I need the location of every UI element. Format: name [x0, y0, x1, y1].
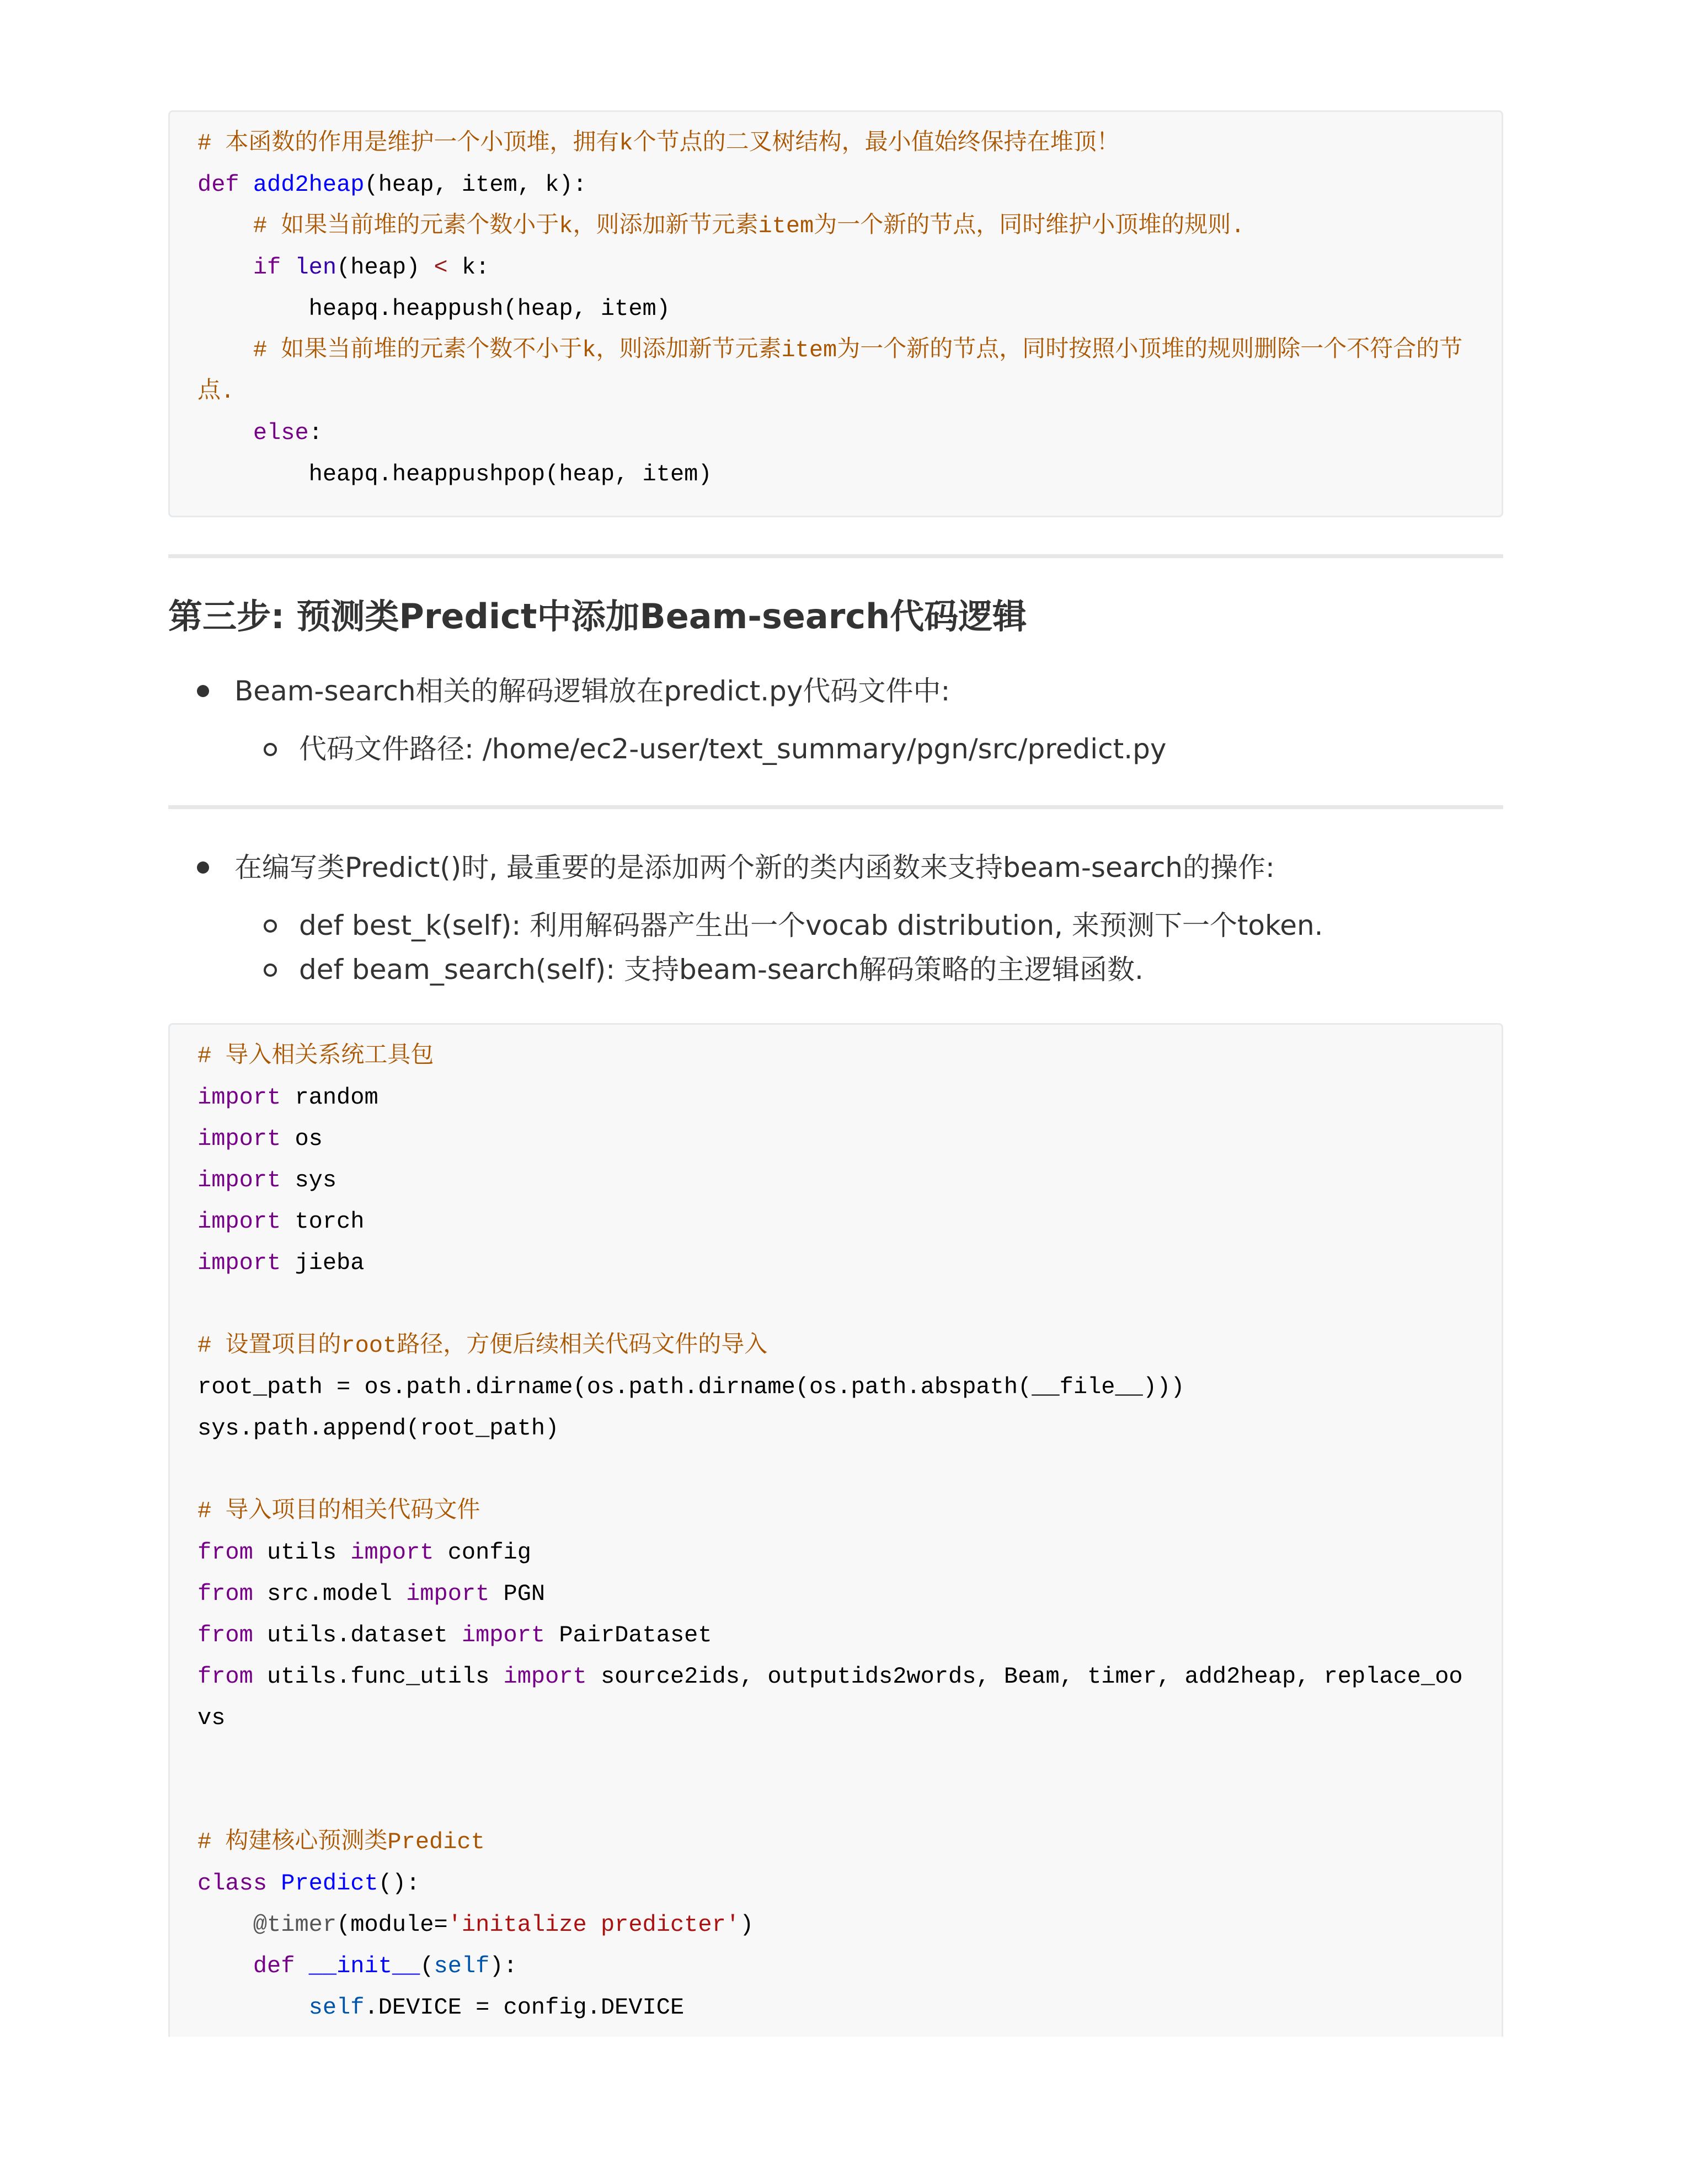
code-token: jieba — [281, 1250, 365, 1276]
code-token — [239, 172, 253, 198]
code-token: PairDataset — [545, 1622, 712, 1648]
bullet-circle-icon — [264, 919, 277, 933]
sub-list-item-beam-search — [299, 950, 1144, 989]
section-heading: 第三步: 预测类Predict中添加Beam-search代码逻辑 — [168, 596, 1027, 636]
code-token: k: — [447, 254, 490, 281]
code-token: src.model — [253, 1581, 407, 1607]
code-line — [197, 454, 1474, 495]
code-line — [197, 1160, 1474, 1201]
code-token-comment: # 本函数的作用是维护一个小顶堆，拥有k个节点的二叉树结构，最小值始终保持在堆顶！ — [197, 130, 1120, 157]
code-token: .DEVICE = config.DEVICE — [364, 1994, 685, 2021]
code-token — [197, 1953, 253, 1979]
code-line — [197, 1615, 1474, 1656]
code-token-meta: @timer — [253, 1912, 337, 1938]
code-line — [197, 1656, 1474, 1739]
list-item-text: 在编写类Predict()时, 最重要的是添加两个新的类内函数来支持beam-search的操作: — [234, 852, 1275, 884]
code-token: ): — [489, 1953, 517, 1979]
code-line — [197, 1077, 1474, 1118]
sub-list-item-file-path — [299, 730, 1166, 768]
code-token — [295, 1953, 308, 1979]
code-token: heapq.heappushpop(heap, item) — [197, 461, 712, 488]
code-line — [197, 1987, 1474, 2028]
code-token-keyword: import — [197, 1084, 281, 1111]
code-token: ) — [740, 1912, 754, 1938]
bullet-circle-icon — [264, 743, 277, 756]
code-line — [197, 1201, 1474, 1243]
code-token-comment: # 设置项目的root路径，方便后续相关代码文件的导入 — [197, 1332, 768, 1359]
code-line — [197, 1325, 1474, 1367]
code-token: sys.path.append(root_path) — [197, 1415, 559, 1442]
code-token-keyword: def — [253, 1953, 295, 1979]
code-token — [197, 1912, 253, 1938]
code-token-def: Predict — [281, 1870, 378, 1897]
code-line — [197, 1532, 1474, 1573]
code-token — [267, 1870, 281, 1897]
list-item-text: Beam-search相关的解码逻辑放在predict.py代码文件中: — [234, 675, 950, 707]
code-token: utils — [253, 1539, 351, 1566]
sub-list-item-text: 代码文件路径: /home/ec2-user/text_summary/pgn/src/predict.py — [299, 733, 1167, 765]
code-line — [197, 123, 1474, 164]
code-token-keyword: import — [197, 1167, 281, 1193]
code-line — [197, 1243, 1474, 1284]
code-line — [197, 288, 1474, 330]
code-token: (module= — [336, 1912, 448, 1938]
code-token-variable-2: self — [434, 1953, 490, 1979]
code-token — [197, 1994, 309, 2021]
bullet-disc-icon — [197, 861, 209, 874]
code-token-comment: # 构建核心预测类Predict — [197, 1829, 485, 1855]
code-token-keyword: import — [197, 1250, 281, 1276]
code-token-comment: # 如果当前堆的元素个数小于k，则添加新节元素item为一个新的节点，同时维护小顶堆的规则. — [253, 213, 1245, 239]
code-line — [197, 1573, 1474, 1615]
code-token-operator-lt: < — [434, 254, 448, 281]
code-token: (heap, item, k): — [364, 172, 587, 198]
sub-list-item-text: def beam_search(self): 支持beam-search解码策略的主逻辑函数. — [299, 954, 1144, 986]
code-line — [197, 1780, 1474, 1822]
code-token-def: add2heap — [253, 172, 365, 198]
code-token — [197, 337, 253, 363]
code-token — [197, 213, 253, 239]
code-block-add2heap[interactable] — [168, 110, 1503, 517]
code-token-keyword: import — [406, 1581, 490, 1607]
code-token: PGN — [489, 1581, 546, 1607]
code-token: (): — [378, 1870, 420, 1897]
code-token-keyword: class — [197, 1870, 268, 1897]
code-token — [197, 254, 253, 281]
code-token-comment: # 如果当前堆的元素个数不小于k，则添加新节元素item为一个新的节点，同时按照小顶堆的规则删除一个不符合的节点. — [197, 337, 1463, 405]
code-line — [197, 164, 1474, 206]
code-block-predict[interactable] — [168, 1023, 1503, 2037]
code-token-keyword: import — [197, 1208, 281, 1235]
code-token-keyword: from — [197, 1663, 253, 1690]
code-line — [197, 1491, 1474, 1532]
code-token-keyword: if — [253, 254, 281, 281]
code-token — [281, 254, 295, 281]
bullet-circle-icon — [264, 963, 277, 977]
code-line — [197, 1036, 1474, 1077]
code-token-variable-2: self — [308, 1994, 365, 2021]
code-token: os — [281, 1126, 323, 1152]
code-token-keyword: import — [461, 1622, 546, 1648]
code-token: : — [308, 420, 323, 446]
code-token: torch — [281, 1208, 365, 1235]
code-token: root_path = os.path.dirname(os.path.dirname(os.path.abspath(__file__))) — [197, 1374, 1185, 1400]
code-line — [197, 206, 1474, 247]
horizontal-rule — [168, 805, 1503, 809]
code-line — [197, 330, 1474, 413]
code-line — [197, 1946, 1474, 1987]
code-token-builtin: len — [295, 254, 337, 281]
sub-list-item-text: def best_k(self): 利用解码器产生出一个vocab distribution, 来预测下一个token. — [299, 909, 1323, 941]
list-item-predict-class — [234, 848, 1275, 887]
code-token-comment: # 导入项目的相关代码文件 — [197, 1498, 480, 1524]
code-line — [197, 1367, 1474, 1408]
code-token-keyword: import — [350, 1539, 434, 1566]
code-line — [197, 1408, 1474, 1449]
code-token: random — [281, 1084, 378, 1111]
horizontal-rule — [168, 554, 1503, 558]
code-line — [197, 1449, 1474, 1491]
code-token: sys — [281, 1167, 337, 1193]
code-token: utils.dataset — [253, 1622, 462, 1648]
code-token-keyword: from — [197, 1622, 253, 1648]
sub-list-item-best-k — [299, 906, 1323, 945]
code-token — [197, 420, 253, 446]
code-token: ( — [420, 1953, 434, 1979]
code-token-keyword: else — [253, 420, 309, 446]
code-line — [197, 1739, 1474, 1780]
code-line — [197, 1118, 1474, 1160]
code-token-keyword: def — [197, 172, 239, 198]
code-token-keyword: from — [197, 1539, 253, 1566]
code-line — [197, 1822, 1474, 1863]
code-token-string: 'initalize predicter' — [447, 1912, 740, 1938]
code-token-keyword: import — [503, 1663, 587, 1690]
code-token: utils.func_utils — [253, 1663, 504, 1690]
code-token-keyword: import — [197, 1126, 281, 1152]
code-token: (heap) — [336, 254, 434, 281]
code-token: source2ids, outputids2words, Beam, timer, add2heap, replace_oovs — [197, 1663, 1463, 1731]
code-token-comment: # 导入相关系统工具包 — [197, 1043, 434, 1069]
code-token: config — [434, 1539, 531, 1566]
code-line — [197, 413, 1474, 454]
code-line — [197, 1284, 1474, 1325]
code-token: heapq.heappush(heap, item) — [197, 296, 670, 322]
code-token-keyword: from — [197, 1581, 253, 1607]
code-token-def: __init__ — [308, 1953, 420, 1979]
code-line — [197, 247, 1474, 288]
code-line — [197, 1863, 1474, 1904]
code-line — [197, 1904, 1474, 1946]
list-item-beam-search-location — [234, 672, 950, 710]
bullet-disc-icon — [197, 685, 209, 697]
